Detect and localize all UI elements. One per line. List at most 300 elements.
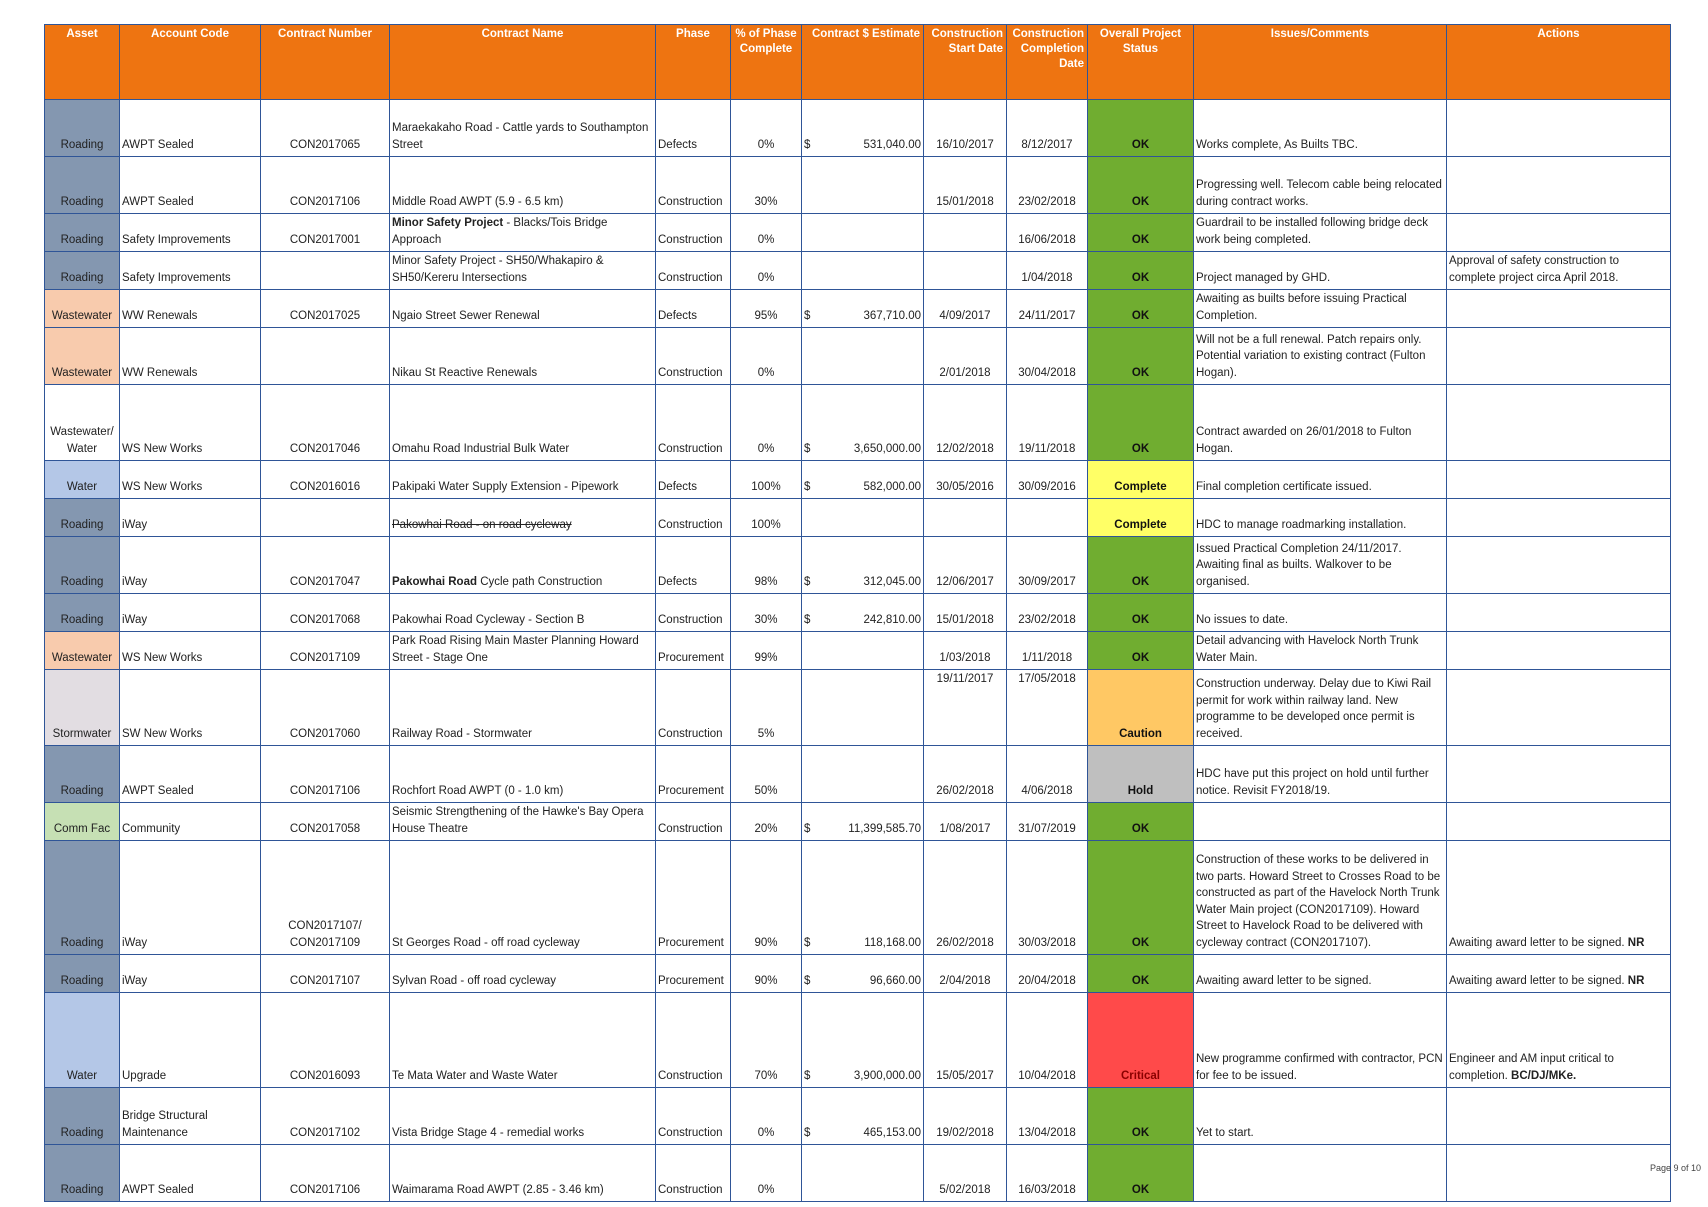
asset-cell: Water (45, 993, 120, 1088)
account-code-cell: WS New Works (120, 385, 261, 461)
estimate-wrap (804, 137, 921, 154)
account-code-cell: Upgrade (120, 993, 261, 1088)
pct-complete-cell: 0% (731, 100, 802, 157)
issues-cell (1194, 1145, 1447, 1202)
pct-complete-cell: 30% (731, 157, 802, 214)
completion-date-cell: 30/03/2018 (1007, 841, 1088, 955)
issues-cell: Detail advancing with Havelock North Trunk Water Main. (1194, 632, 1447, 670)
currency-symbol: $ (804, 442, 811, 455)
contract-number-cell: CON2017060 (261, 670, 390, 746)
table-row (45, 746, 1671, 803)
asset-cell: Stormwater (45, 670, 120, 746)
pct-complete-cell: 0% (731, 328, 802, 385)
start-date-cell: 5/02/2018 (924, 1145, 1007, 1202)
phase-cell: Procurement (656, 632, 731, 670)
header-completion-date: Construction Completion Date (1007, 25, 1088, 100)
contract-number-cell: CON2017065 (261, 100, 390, 157)
contract-name-cell (390, 632, 656, 670)
pct-complete-cell: 20% (731, 803, 802, 841)
header-actions: Actions (1447, 25, 1671, 100)
completion-date-cell: 20/04/2018 (1007, 955, 1088, 993)
status-badge: OK (1088, 214, 1194, 252)
estimate-wrap (804, 821, 921, 838)
actions-cell (1447, 955, 1671, 993)
contract-number-cell: CON2017102 (261, 1088, 390, 1145)
pct-complete-cell: 0% (731, 252, 802, 290)
issues-cell: Yet to start. (1194, 1088, 1447, 1145)
header-estimate: Contract $ Estimate (802, 25, 924, 100)
issues-cell: HDC to manage roadmarking installation. (1194, 499, 1447, 537)
contract-name-cell (390, 252, 656, 290)
phase-cell: Defects (656, 100, 731, 157)
contract-name-bold: Pakowhai Road (392, 575, 477, 588)
phase-cell: Construction (656, 214, 731, 252)
completion-date-cell: 23/02/2018 (1007, 594, 1088, 632)
asset-cell: Roading (45, 594, 120, 632)
contract-number-cell: CON2017058 (261, 803, 390, 841)
completion-date-cell: 1/11/2018 (1007, 632, 1088, 670)
status-badge: OK (1088, 1145, 1194, 1202)
header-pct-complete: % of Phase Complete (731, 25, 802, 100)
contract-name-cell (390, 214, 656, 252)
issues-cell: Final completion certificate issued. (1194, 461, 1447, 499)
start-date-cell: 15/01/2018 (924, 157, 1007, 214)
contract-number-cell: CON2016093 (261, 993, 390, 1088)
contract-name-cell (390, 1088, 656, 1145)
issues-cell: HDC have put this project on hold until further notice. Revisit FY2018/19. (1194, 746, 1447, 803)
estimate-value: 582,000.00 (863, 480, 921, 493)
estimate-wrap (804, 973, 921, 990)
completion-date-cell: 17/05/2018 (1007, 670, 1088, 746)
contract-name-text: Park Road Rising Main Master Planning Howard Street - Stage One (392, 635, 639, 664)
estimate-value: 3,650,000.00 (853, 442, 921, 455)
account-code-cell: iWay (120, 499, 261, 537)
contract-name-text: Ngaio Street Sewer Renewal (392, 309, 540, 322)
phase-cell: Construction (656, 385, 731, 461)
header-contract-number: Contract Number (261, 25, 390, 100)
status-badge: OK (1088, 100, 1194, 157)
estimate-cell (802, 385, 924, 461)
account-code-cell: iWay (120, 594, 261, 632)
status-badge: OK (1088, 955, 1194, 993)
actions-cell (1447, 993, 1671, 1088)
pct-complete-cell: 90% (731, 955, 802, 993)
header-issues: Issues/Comments (1194, 25, 1447, 100)
table-row (45, 499, 1671, 537)
contract-number-cell (261, 499, 390, 537)
actions-cell (1447, 537, 1671, 594)
action-owner: BC/DJ/MKe. (1511, 1069, 1577, 1082)
contract-number-cell: CON2017001 (261, 214, 390, 252)
action-text: Awaiting award letter to be signed. (1449, 974, 1625, 987)
account-code-cell: iWay (120, 955, 261, 993)
contract-number-cell (261, 328, 390, 385)
status-badge: OK (1088, 632, 1194, 670)
table-row (45, 632, 1671, 670)
contract-name-text: Maraekakaho Road - Cattle yards to Southampton Street (392, 122, 649, 151)
contract-number-cell: CON2017025 (261, 290, 390, 328)
estimate-cell (802, 100, 924, 157)
contract-name-struck: Pakowhai Road - on road cycleway (392, 518, 572, 531)
contract-name-cell (390, 290, 656, 328)
estimate-cell (802, 328, 924, 385)
contract-name-text: Rochfort Road AWPT (0 - 1.0 km) (392, 784, 564, 797)
start-date-cell: 4/09/2017 (924, 290, 1007, 328)
contract-name-cell (390, 841, 656, 955)
contract-number-cell: CON2017047 (261, 537, 390, 594)
start-date-cell: 26/02/2018 (924, 746, 1007, 803)
phase-cell: Construction (656, 499, 731, 537)
asset-cell: Roading (45, 746, 120, 803)
estimate-wrap (804, 308, 921, 325)
phase-cell: Construction (656, 328, 731, 385)
estimate-cell (802, 632, 924, 670)
phase-cell: Defects (656, 537, 731, 594)
estimate-cell (802, 252, 924, 290)
status-badge: OK (1088, 157, 1194, 214)
account-code-cell: AWPT Sealed (120, 1145, 261, 1202)
completion-date-cell (1007, 499, 1088, 537)
issues-cell: Project managed by GHD. (1194, 252, 1447, 290)
actions-cell (1447, 157, 1671, 214)
table-row (45, 461, 1671, 499)
table-row (45, 214, 1671, 252)
contract-name-cell (390, 955, 656, 993)
header-contract-name: Contract Name (390, 25, 656, 100)
contract-name-text: Pakowhai Road Cycleway - Section B (392, 613, 585, 626)
currency-symbol: $ (804, 138, 811, 151)
table-row (45, 670, 1671, 746)
table-row (45, 1145, 1671, 1202)
issues-cell: Construction underway. Delay due to Kiwi Rail permit for work within railway land. New programme to be developed once permit is received. (1194, 670, 1447, 746)
contract-number-cell: CON2017107/ CON2017109 (261, 841, 390, 955)
completion-date-cell: 30/09/2016 (1007, 461, 1088, 499)
account-code-cell: WW Renewals (120, 328, 261, 385)
estimate-wrap (804, 612, 921, 629)
estimate-wrap (804, 935, 921, 952)
completion-date-cell: 4/06/2018 (1007, 746, 1088, 803)
pct-complete-cell: 100% (731, 499, 802, 537)
phase-cell: Construction (656, 594, 731, 632)
issues-cell (1194, 803, 1447, 841)
action-text: Engineer and AM input critical to completion. (1449, 1053, 1614, 1082)
status-badge: OK (1088, 385, 1194, 461)
pct-complete-cell: 98% (731, 537, 802, 594)
pct-complete-cell: 0% (731, 385, 802, 461)
contract-name-cell (390, 803, 656, 841)
contract-number-cell: CON2017106 (261, 1145, 390, 1202)
status-badge: OK (1088, 252, 1194, 290)
currency-symbol: $ (804, 575, 811, 588)
actions-cell (1447, 214, 1671, 252)
contract-name-text: Waimarama Road AWPT (2.85 - 3.46 km) (392, 1183, 604, 1196)
completion-date-cell: 24/11/2017 (1007, 290, 1088, 328)
header-status: Overall Project Status (1088, 25, 1194, 100)
estimate-value: 465,153.00 (863, 1126, 921, 1139)
asset-cell: Wastewater (45, 290, 120, 328)
phase-cell: Defects (656, 461, 731, 499)
start-date-cell: 15/05/2017 (924, 993, 1007, 1088)
phase-cell: Construction (656, 993, 731, 1088)
estimate-cell (802, 1145, 924, 1202)
issues-cell: Contract awarded on 26/01/2018 to Fulton Hogan. (1194, 385, 1447, 461)
status-badge: Caution (1088, 670, 1194, 746)
asset-cell: Roading (45, 955, 120, 993)
estimate-value: 242,810.00 (863, 613, 921, 626)
table-row (45, 328, 1671, 385)
status-badge: Complete (1088, 499, 1194, 537)
actions-cell (1447, 594, 1671, 632)
account-code-cell: WS New Works (120, 461, 261, 499)
account-code-cell: AWPT Sealed (120, 100, 261, 157)
contract-name-cell (390, 157, 656, 214)
asset-cell: Wastewater/ Water (45, 385, 120, 461)
contract-number-cell: CON2017106 (261, 157, 390, 214)
account-code-cell: iWay (120, 537, 261, 594)
completion-date-cell: 30/04/2018 (1007, 328, 1088, 385)
start-date-cell: 19/11/2017 (924, 670, 1007, 746)
completion-date-cell: 13/04/2018 (1007, 1088, 1088, 1145)
issues-cell: New programme confirmed with contractor, PCN for fee to be issued. (1194, 993, 1447, 1088)
asset-cell: Roading (45, 1088, 120, 1145)
contract-name-text: Railway Road - Stormwater (392, 727, 532, 740)
phase-cell: Construction (656, 157, 731, 214)
estimate-cell (802, 1088, 924, 1145)
pct-complete-cell: 99% (731, 632, 802, 670)
issues-cell: Will not be a full renewal. Patch repairs only. Potential variation to existing contract (Fulton Hogan). (1194, 328, 1447, 385)
currency-symbol: $ (804, 974, 811, 987)
issues-cell: Construction of these works to be delivered in two parts. Howard Street to Crosses Road to be constructed as part of the Havelock North Trunk Water Main project (CON2017109). Howard Street to Havelock Road to be delivered with cycleway contract (CON2017107). (1194, 841, 1447, 955)
completion-date-cell: 10/04/2018 (1007, 993, 1088, 1088)
table-row (45, 955, 1671, 993)
actions-cell (1447, 290, 1671, 328)
contract-name-text: Cycle path Construction (477, 575, 603, 588)
account-code-cell: WW Renewals (120, 290, 261, 328)
estimate-cell (802, 214, 924, 252)
contract-name-text: St Georges Road - off road cycleway (392, 936, 580, 949)
estimate-cell (802, 746, 924, 803)
estimate-cell (802, 594, 924, 632)
actions-cell (1447, 670, 1671, 746)
pct-complete-cell: 50% (731, 746, 802, 803)
completion-date-cell: 19/11/2018 (1007, 385, 1088, 461)
asset-cell: Roading (45, 252, 120, 290)
contract-number-cell: CON2017068 (261, 594, 390, 632)
estimate-wrap (804, 441, 921, 458)
pct-complete-cell: 95% (731, 290, 802, 328)
asset-cell: Roading (45, 157, 120, 214)
asset-cell: Roading (45, 214, 120, 252)
estimate-wrap (804, 574, 921, 591)
contract-number-cell (261, 252, 390, 290)
asset-cell: Roading (45, 537, 120, 594)
start-date-cell: 26/02/2018 (924, 841, 1007, 955)
table-row (45, 290, 1671, 328)
status-badge: OK (1088, 803, 1194, 841)
completion-date-cell: 1/04/2018 (1007, 252, 1088, 290)
actions-cell (1447, 1145, 1671, 1202)
phase-cell: Construction (656, 670, 731, 746)
estimate-cell (802, 993, 924, 1088)
contract-name-text: Pakipaki Water Supply Extension - Pipework (392, 480, 619, 493)
table-row (45, 1088, 1671, 1145)
issues-cell: Works complete, As Builts TBC. (1194, 100, 1447, 157)
currency-symbol: $ (804, 1126, 811, 1139)
issues-cell: Awaiting as builts before issuing Practical Completion. (1194, 290, 1447, 328)
table-row (45, 252, 1671, 290)
completion-date-cell: 31/07/2019 (1007, 803, 1088, 841)
issues-cell: Guardrail to be installed following bridge deck work being completed. (1194, 214, 1447, 252)
estimate-wrap (804, 1068, 921, 1085)
contract-name-cell (390, 537, 656, 594)
contract-name-cell (390, 461, 656, 499)
pct-complete-cell: 5% (731, 670, 802, 746)
start-date-cell (924, 252, 1007, 290)
asset-cell: Wastewater (45, 632, 120, 670)
actions-cell (1447, 385, 1671, 461)
asset-cell: Comm Fac (45, 803, 120, 841)
table-row (45, 157, 1671, 214)
start-date-cell: 1/03/2018 (924, 632, 1007, 670)
issues-cell: No issues to date. (1194, 594, 1447, 632)
estimate-value: 367,710.00 (863, 309, 921, 322)
account-code-cell: Safety Improvements (120, 252, 261, 290)
start-date-cell (924, 499, 1007, 537)
phase-cell: Procurement (656, 841, 731, 955)
asset-cell: Water (45, 461, 120, 499)
account-code-cell: Safety Improvements (120, 214, 261, 252)
pct-complete-cell: 70% (731, 993, 802, 1088)
contract-name-text: Middle Road AWPT (5.9 - 6.5 km) (392, 195, 564, 208)
account-code-cell: AWPT Sealed (120, 157, 261, 214)
contract-number-cell: CON2017046 (261, 385, 390, 461)
contract-name-cell (390, 594, 656, 632)
currency-symbol: $ (804, 309, 811, 322)
phase-cell: Construction (656, 1088, 731, 1145)
account-code-cell: Community (120, 803, 261, 841)
status-badge: OK (1088, 1088, 1194, 1145)
currency-symbol: $ (804, 613, 811, 626)
status-badge: OK (1088, 841, 1194, 955)
actions-cell (1447, 252, 1671, 290)
actions-cell (1447, 1088, 1671, 1145)
estimate-cell (802, 955, 924, 993)
header-asset: Asset (45, 25, 120, 100)
issues-cell: Awaiting award letter to be signed. (1194, 955, 1447, 993)
estimate-cell (802, 157, 924, 214)
contract-number-cell: CON2017106 (261, 746, 390, 803)
currency-symbol: $ (804, 936, 811, 949)
start-date-cell (924, 214, 1007, 252)
start-date-cell: 15/01/2018 (924, 594, 1007, 632)
phase-cell: Construction (656, 252, 731, 290)
actions-cell (1447, 328, 1671, 385)
start-date-cell: 19/02/2018 (924, 1088, 1007, 1145)
contract-name-text: - Blacks/Tois Bridge Approach (392, 217, 608, 246)
estimate-cell (802, 537, 924, 594)
asset-cell: Roading (45, 841, 120, 955)
contract-name-text: Sylvan Road - off road cycleway (392, 974, 557, 987)
start-date-cell: 1/08/2017 (924, 803, 1007, 841)
account-code-cell: AWPT Sealed (120, 746, 261, 803)
contract-number-cell: CON2017109 (261, 632, 390, 670)
actions-cell (1447, 461, 1671, 499)
table-body (45, 100, 1671, 1202)
estimate-value: 118,168.00 (864, 936, 921, 949)
contract-name-cell (390, 1145, 656, 1202)
contract-name-text: Te Mata Water and Waste Water (392, 1069, 558, 1082)
asset-cell: Roading (45, 499, 120, 537)
pct-complete-cell: 0% (731, 214, 802, 252)
start-date-cell: 2/01/2018 (924, 328, 1007, 385)
action-owner: NR (1627, 936, 1645, 949)
contract-name-text: Minor Safety Project - SH50/Whakapiro & SH50/Kereru Intersections (392, 255, 604, 284)
page-number: Page 9 of 10 (1650, 1163, 1702, 1173)
issues-cell: Progressing well. Telecom cable being relocated during contract works. (1194, 157, 1447, 214)
phase-cell: Defects (656, 290, 731, 328)
status-badge: OK (1088, 328, 1194, 385)
pct-complete-cell: 100% (731, 461, 802, 499)
contract-name-text: Nikau St Reactive Renewals (392, 366, 538, 379)
start-date-cell: 12/02/2018 (924, 385, 1007, 461)
start-date-cell: 30/05/2016 (924, 461, 1007, 499)
contract-name-cell (390, 993, 656, 1088)
asset-cell: Roading (45, 1145, 120, 1202)
pct-complete-cell: 0% (731, 1088, 802, 1145)
header-phase: Phase (656, 25, 731, 100)
actions-cell (1447, 841, 1671, 955)
phase-cell: Procurement (656, 955, 731, 993)
estimate-cell (802, 290, 924, 328)
pct-complete-cell: 0% (731, 1145, 802, 1202)
account-code-cell: WS New Works (120, 632, 261, 670)
status-badge: Complete (1088, 461, 1194, 499)
actions-cell (1447, 803, 1671, 841)
completion-date-cell: 16/06/2018 (1007, 214, 1088, 252)
action-text: Awaiting award letter to be signed. (1449, 936, 1625, 949)
account-code-cell: Bridge Structural Maintenance (120, 1088, 261, 1145)
status-badge: Hold (1088, 746, 1194, 803)
table-row (45, 537, 1671, 594)
estimate-value: 96,660.00 (869, 974, 921, 987)
table-row (45, 841, 1671, 955)
action-owner: NR (1627, 974, 1645, 987)
status-badge: OK (1088, 594, 1194, 632)
status-badge: OK (1088, 290, 1194, 328)
actions-cell (1447, 100, 1671, 157)
phase-cell: Construction (656, 1145, 731, 1202)
contract-name-cell (390, 499, 656, 537)
table-row (45, 385, 1671, 461)
header-start-date: Construction Start Date (924, 25, 1007, 100)
pct-complete-cell: 30% (731, 594, 802, 632)
status-badge: OK (1088, 537, 1194, 594)
table-header (45, 25, 1671, 100)
contract-number-cell: CON2017107 (261, 955, 390, 993)
header-account-code: Account Code (120, 25, 261, 100)
start-date-cell: 12/06/2017 (924, 537, 1007, 594)
status-badge: Critical (1088, 993, 1194, 1088)
action-text: Approval of safety construction to complete project circa April 2018. (1449, 255, 1620, 284)
actions-cell (1447, 499, 1671, 537)
table-row (45, 594, 1671, 632)
pct-complete-cell: 90% (731, 841, 802, 955)
contract-name-cell (390, 746, 656, 803)
start-date-cell: 16/10/2017 (924, 100, 1007, 157)
table-row (45, 100, 1671, 157)
actions-cell (1447, 632, 1671, 670)
estimate-wrap (804, 479, 921, 496)
